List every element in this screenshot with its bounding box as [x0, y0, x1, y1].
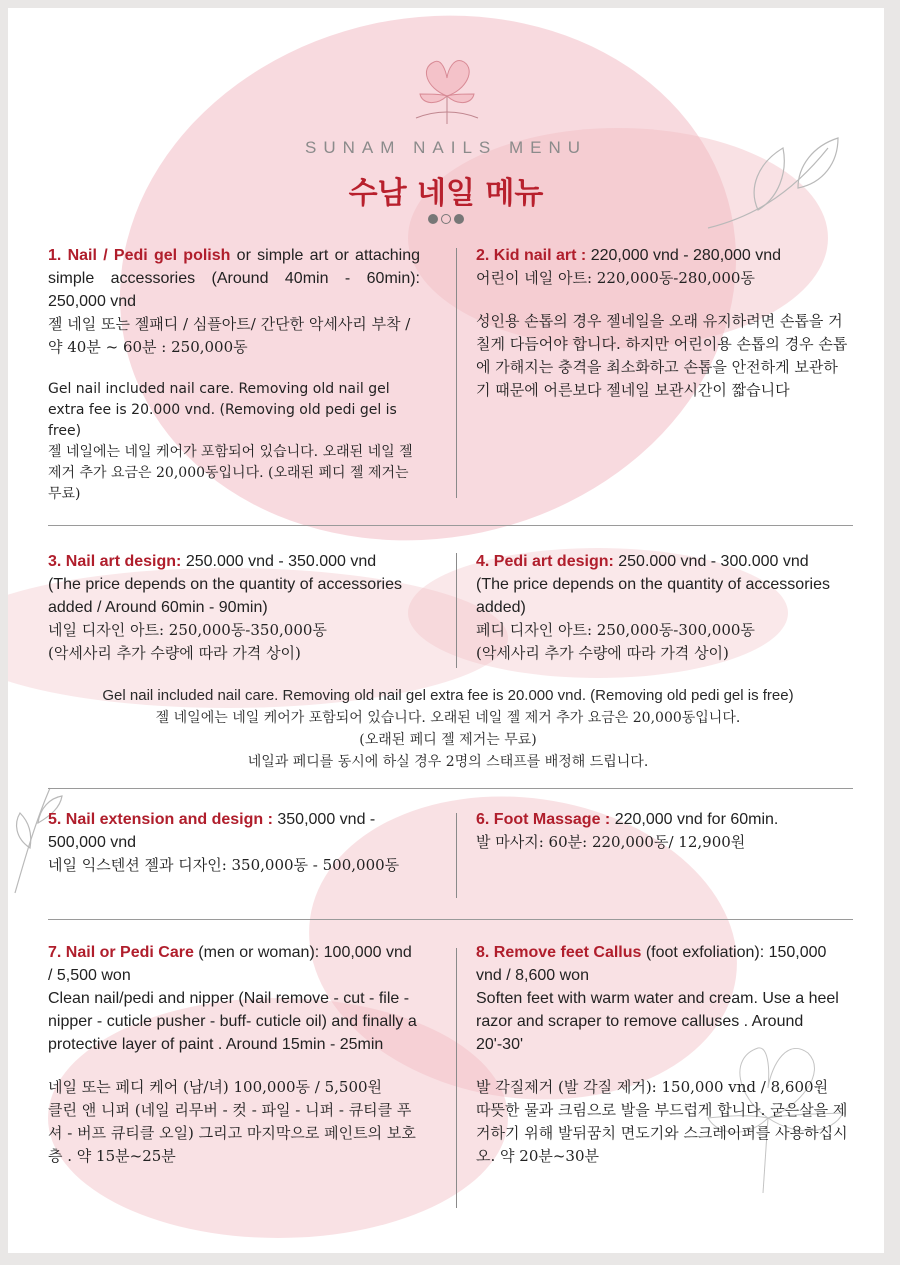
section-5: [48, 808, 420, 877]
section-2: [476, 244, 852, 402]
general-notes: [38, 685, 858, 773]
divider: [48, 525, 853, 526]
section-4-heading: 4. Pedi art design:: [476, 553, 614, 570]
general-note-kr-1: 젤 네일에는 네일 케어가 포함되어 있습니다. 오래된 네일 젤 제거 추가 요금은 20,000동입니다.: [155, 710, 741, 726]
section-2-heading: 2. Kid nail art :: [476, 247, 587, 264]
column-divider: [456, 248, 457, 498]
general-note-en: Gel nail included nail care. Removing old nail gel extra fee is 20.000 vnd. (Removing old pedi gel is free): [102, 687, 794, 704]
section-7-price: 100,000 vnd / 5,500 won: [48, 944, 412, 984]
section-8-en: Soften feet with warm water and cream. Use a heel razor and scraper to remove calluses . Around 20'-30': [476, 990, 839, 1053]
section-2-korean: 어린이 네일 아트: 220,000동-280,000동: [476, 269, 755, 287]
section-7-heading: 7. Nail or Pedi Care: [48, 944, 194, 961]
section-1: [48, 244, 420, 505]
section-5-price: 350,000 vnd - 500,000 vnd: [48, 811, 376, 851]
menu-title: 수남 네일 메뉴: [348, 176, 544, 211]
section-6-price: 220,000 vnd for 60min.: [610, 811, 779, 828]
general-note-kr-3: 네일과 페디를 동시에 하실 경우 2명의 스태프를 배정해 드립니다.: [247, 754, 649, 770]
dot-icon: [454, 214, 464, 224]
dot-icon: [441, 214, 451, 224]
flower-icon: [406, 48, 488, 130]
section-8-heading: 8. Remove feet Callus: [476, 944, 642, 961]
section-6-heading: 6. Foot Massage :: [476, 811, 611, 828]
section-1-korean: 젤 네일 또는 젤패디 / 심플아트/ 간단한 악세사리 부착 / 약 40분 ~ 60분 : 250,000동: [48, 315, 411, 356]
column-divider: [456, 948, 457, 1208]
general-note-kr-2: (오래된 페디 젤 제거는 무료): [359, 732, 537, 748]
section-7-korean: 네일 또는 페디 케어 (남/녀) 100,000동 / 5,500원: [48, 1078, 383, 1096]
section-8-korean-note: 따뜻한 물과 크림으로 발을 부드럽게 합니다. 굳은살을 제거하기 위해 발뒤꿈치 면도기와 스크레이퍼를 사용하십시오. 약 20분~30분: [476, 1101, 848, 1165]
section-3-heading: 3. Nail art design:: [48, 553, 182, 570]
section-4-price: 250.000 vnd - 300.000 vnd: [613, 553, 809, 570]
section-3-price: 250.000 vnd - 350.000 vnd: [181, 553, 377, 570]
dots-decoration: [426, 212, 466, 224]
menu-subtitle: SUNAM NAILS MENU: [304, 138, 588, 157]
section-3-korean-note: (악세사리 추가 수량에 따라 가격 상이): [48, 644, 301, 662]
section-8-desc: (foot exfoliation):: [641, 944, 769, 961]
divider: [48, 919, 853, 920]
section-7-en: Clean nail/pedi and nipper (Nail remove - cut - file - nipper - cuticle pusher - buff- cuticle oil) and finally a protective layer of paint . Around 15min - 25min: [48, 990, 417, 1053]
section-3-desc: (The price depends on the quantity of accessories added / Around 60min - 90min): [48, 576, 402, 616]
section-7: [48, 941, 420, 1168]
section-1-heading: 1. Nail / Pedi gel polish: [48, 247, 231, 264]
menu-page: [8, 8, 884, 1253]
section-8: [476, 941, 852, 1168]
section-4-korean: 페디 디자인 아트: 250,000동-300,000동: [476, 621, 755, 639]
section-8-korean: 발 각질제거 (발 각질 제거): 150,000 vnd / 8,600원: [476, 1078, 829, 1096]
section-3: [48, 550, 420, 665]
divider: [48, 788, 853, 789]
dot-icon: [428, 214, 438, 224]
column-divider: [456, 813, 457, 898]
section-4-desc: (The price depends on the quantity of accessories added): [476, 576, 830, 616]
column-divider: [456, 553, 457, 668]
section-8-price: 150,000 vnd / 8,600 won: [476, 944, 827, 984]
section-1-note-kr: 젤 네일에는 네일 케어가 포함되어 있습니다. 오래된 네일 젤 제거 추가 요금은 20,000동입니다. (오래된 페디 젤 제거는 무료): [48, 444, 413, 502]
section-1-desc: or simple art or attaching simple accessories (Around 40min - 60min):: [48, 247, 420, 287]
section-6: [476, 808, 852, 854]
section-5-heading: 5. Nail extension and design :: [48, 811, 273, 828]
section-7-desc: (men or woman):: [193, 944, 324, 961]
section-4: [476, 550, 852, 665]
section-3-korean: 네일 디자인 아트: 250,000동-350,000동: [48, 621, 327, 639]
section-4-korean-note: (악세사리 추가 수량에 따라 가격 상이): [476, 644, 729, 662]
section-2-price: 220,000 vnd - 280,000 vnd: [586, 247, 782, 264]
section-6-korean: 발 마사지: 60분: 220,000동/ 12,900원: [476, 833, 746, 851]
section-1-price: 250,000 vnd: [48, 293, 137, 310]
section-2-note-kr: 성인용 손톱의 경우 젤네일을 오래 유지하려면 손톱을 거칠게 다듬어야 합니다. 하지만 어린이용 손톱의 경우 손톱에 가해지는 충격을 최소화하고 손톱을 안전하게 보관하기 때문에 어른보다 젤네일 보관시간이 짧습니다: [476, 312, 848, 399]
section-5-korean: 네일 익스텐션 젤과 디자인: 350,000동 - 500,000동: [48, 856, 400, 874]
section-1-note-en: Gel nail included nail care. Removing old nail gel extra fee is 20.000 vnd. (Removing old pedi gel is free): [48, 381, 397, 439]
section-7-korean-note: 클린 앤 니퍼 (네일 리무버 - 컷 - 파일 - 니퍼 - 큐티클 푸셔 - 버프 큐티클 오일) 그리고 마지막으로 페인트의 보호 층 . 약 15분~25분: [48, 1101, 416, 1165]
